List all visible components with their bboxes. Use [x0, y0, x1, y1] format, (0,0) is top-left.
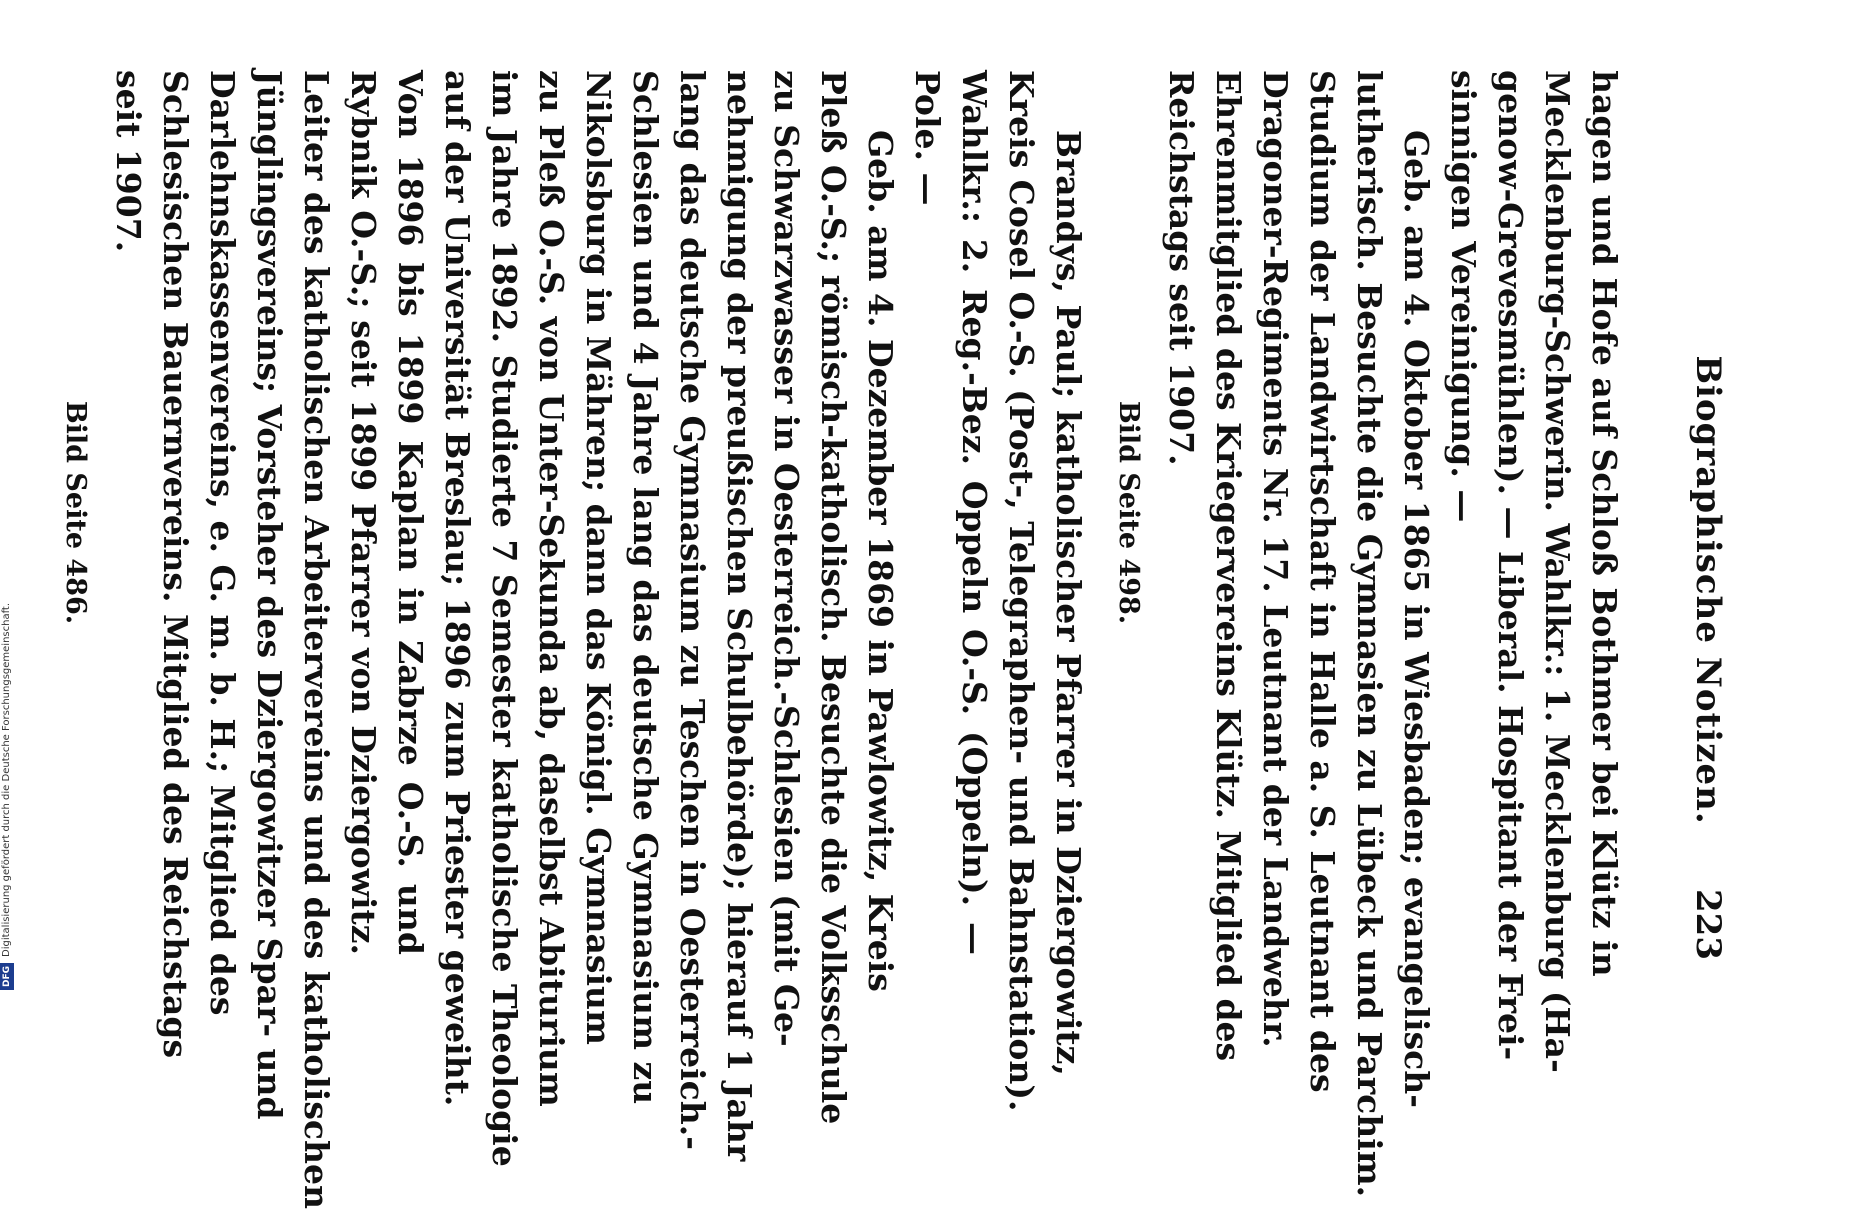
text-line: Nikolsburg in Mähren; dann das Königl. Gymnasium: [579, 70, 618, 1045]
paragraph-4: [105, 70, 904, 1209]
dfg-credit-text: Digitalisierung gefördert durch die Deutsche Forschungsgemeinschaft.: [1, 602, 12, 957]
text-line: Schlesischen Bauernvereins. Mitglied des Reichstags: [156, 70, 195, 1059]
text-line: im Jahre 1892. Studierte 7 Semester katholische Theologie: [485, 70, 524, 1167]
dfg-credit-strip: [0, 0, 24, 1000]
text-line: Wahlkr.: 2. Reg.-Bez. Oppeln O.-S. (Oppeln). —: [955, 70, 994, 955]
text-line: sinnigen Vereinigung. —: [1444, 70, 1483, 523]
text-line: Rybnik O.-S.; seit 1899 Pfarrer von Dziergowitz.: [344, 70, 383, 955]
entry-heading-line: Brandys, Paul; katholischer Pfarrer in Dziergowitz,: [1049, 130, 1088, 1076]
text-line: Pleß O.-S.; römisch-katholisch. Besuchte die Volksschule: [814, 70, 853, 1125]
text-line: hagen und Hofe auf Schloß Bothmer bei Klütz in: [1585, 70, 1624, 977]
text-body: [39, 70, 1628, 1209]
text-line: lang das deutsche Gymnasium zu Teschen in Oesterreich.-: [673, 70, 712, 1150]
text-line: zu Schwarzwasser in Oesterreich.-Schlesien (mit Ge-: [767, 70, 806, 1047]
text-line: Ehrenmitglied des Kriegervereins Klütz. Mitglied des: [1209, 70, 1248, 1062]
text-line: Jünglingsvereins; Vorsteher des Dziergowitzer Spar- und: [250, 70, 289, 1120]
text-line: Darlehnskassenvereins, e. G. m. b. H.; Mitglied des: [203, 70, 242, 1016]
text-line: Kreis Cosel O.-S. (Post-, Telegraphen- und Bahnstation).: [1002, 70, 1041, 1112]
text-line: Reichstags seit 1907.: [1162, 70, 1201, 466]
paragraph-3: [904, 70, 1092, 1112]
text-line: nehmigung der preußischen Schulbehörde); hierauf 1 Jahr: [720, 70, 759, 1162]
text-line: Mecklenburg-Schwerin. Wahlkr.: 1. Mecklenburg (Ha-: [1538, 70, 1577, 1073]
text-line: Geb. am 4. Oktober 1865 in Wiesbaden; evangelisch-: [1397, 130, 1436, 1108]
text-line: lutherisch. Besuchte die Gymnasien zu Lübeck und Parchim.: [1350, 70, 1389, 1198]
text-line: Pole. —: [908, 70, 947, 206]
image-reference-2: Bild Seite 486.: [60, 400, 91, 625]
text-line: auf der Universität Breslau; 1896 zum Priester geweiht.: [438, 70, 477, 1107]
text-line: zu Pleß O.-S. von Unter-Sekunda ab, daselbst Abiturium: [532, 70, 571, 1107]
text-line: Leiter des katholischen Arbeitervereins und des katholischen: [297, 70, 336, 1209]
page-number: 223: [1688, 889, 1728, 960]
text-line: Geb. am 4. Dezember 1869 in Pawlowitz, Kreis: [861, 130, 900, 992]
text-line: seit 1907.: [109, 70, 148, 253]
paragraph-2: [1158, 70, 1440, 1198]
text-line: Schlesien und 4 Jahre lang das deutsche Gymnasium zu: [626, 70, 665, 1105]
text-line: Von 1896 bis 1899 Kaplan in Zabrze O.-S. und: [391, 70, 430, 955]
text-line: Studium der Landwirtschaft in Halle a. S. Leutnant des: [1303, 70, 1342, 1093]
text-line: Dragoner-Regiments Nr. 17. Leutnant der Landwehr.: [1256, 70, 1295, 1048]
image-reference-1: Bild Seite 498.: [1113, 400, 1144, 625]
paragraph-1: [1440, 70, 1628, 1073]
dfg-logo: DFG: [0, 963, 14, 990]
page-header: [1668, 240, 1728, 960]
text-line: genow-Grevesmühlen). — Liberal. Hospitant der Frei-: [1491, 70, 1530, 1061]
running-title: Biographische Notizen.: [1688, 355, 1728, 825]
dfg-credit: [0, 0, 14, 1000]
